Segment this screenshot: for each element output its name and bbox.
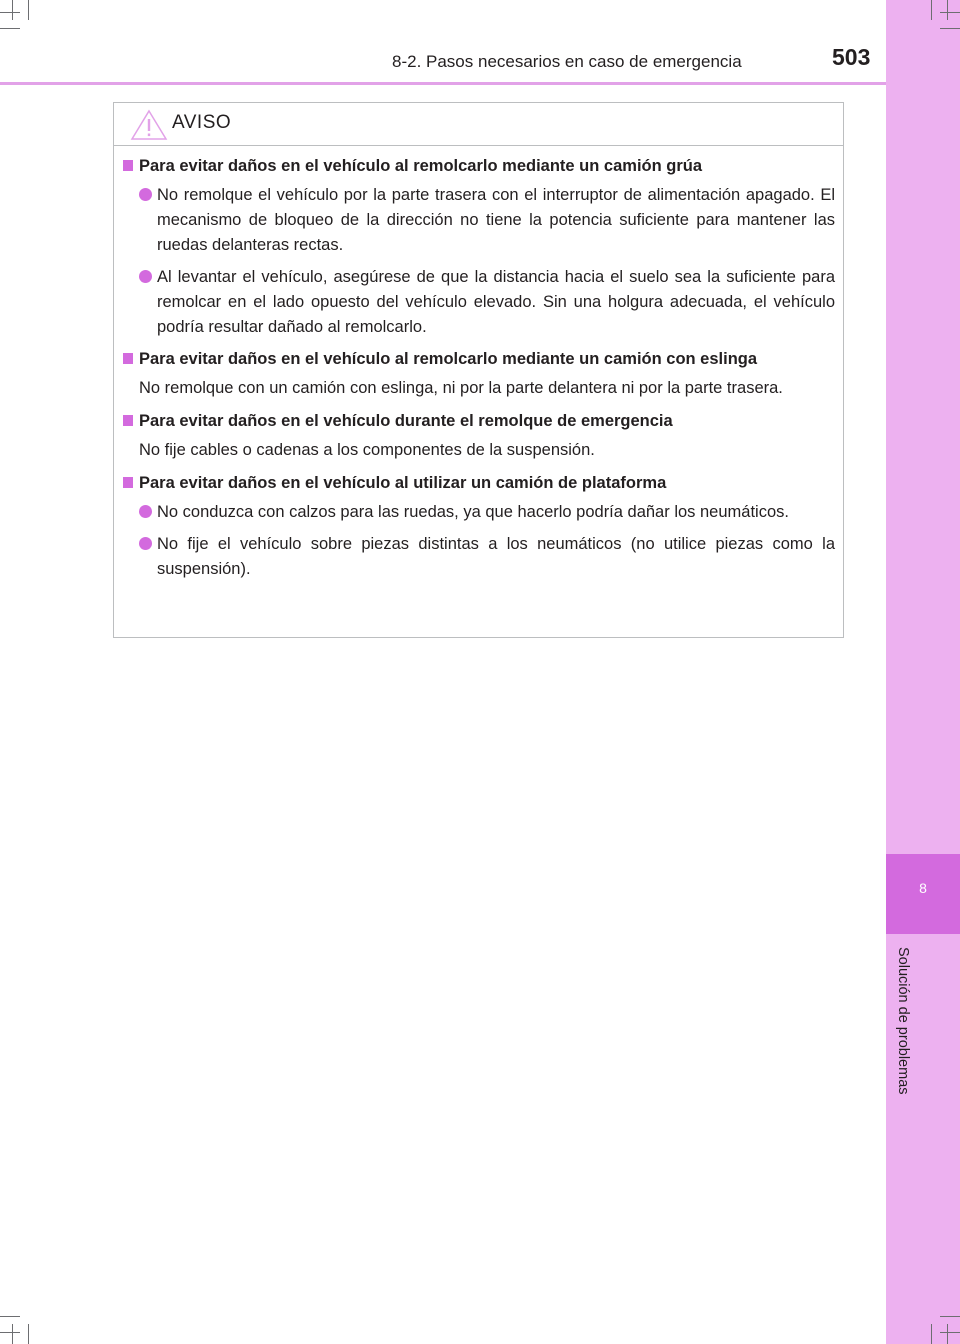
crop-mark <box>940 1332 960 1333</box>
warning-content <box>123 154 835 589</box>
square-bullet-icon <box>123 353 133 364</box>
list-item <box>123 532 835 582</box>
circle-bullet-icon <box>139 188 152 201</box>
section <box>123 347 835 401</box>
section-heading-text: Para evitar daños en el vehículo durante el remolque de emergencia <box>139 412 673 430</box>
list-item-text: No fije el vehículo sobre piezas distintas a los neumáticos (no utilice piezas como la suspensión). <box>157 535 835 578</box>
crop-mark <box>12 0 13 20</box>
section-heading <box>123 409 835 434</box>
crop-mark <box>931 0 932 20</box>
section <box>123 154 835 340</box>
list-item <box>123 265 835 340</box>
page-number: 503 <box>832 44 871 70</box>
crop-mark <box>0 1332 20 1333</box>
crop-mark <box>931 1324 932 1344</box>
warning-label: AVISO <box>172 112 232 133</box>
list-item-text: No conduzca con calzos para las ruedas, ya que hacerlo podría dañar los neumáticos. <box>157 503 789 521</box>
chapter-number: 8 <box>919 880 927 896</box>
list-item <box>123 183 835 258</box>
section-heading-text: Para evitar daños en el vehículo al utilizar un camión de plataforma <box>139 474 667 492</box>
header-rule <box>0 82 886 85</box>
section-text: No fije cables o cadenas a los componentes de la suspensión. <box>139 441 595 459</box>
crop-mark <box>940 28 960 29</box>
warning-header <box>114 103 843 146</box>
section-heading <box>123 471 835 496</box>
side-tab <box>886 0 960 1344</box>
list-item-text: Al levantar el vehículo, asegúrese de que la distancia hacia el suelo sea la suficiente para remolcar en el lado opuesto del vehículo elevado. Sin una holgura adecuada, el vehículo podría resultar dañado al remolcarlo. <box>157 268 835 336</box>
circle-bullet-icon <box>139 505 152 518</box>
square-bullet-icon <box>123 477 133 488</box>
list-item <box>123 500 835 525</box>
square-bullet-icon <box>123 415 133 426</box>
crop-mark <box>947 0 948 20</box>
warning-triangle-icon <box>130 109 168 141</box>
section <box>123 471 835 582</box>
circle-bullet-icon <box>139 537 152 550</box>
crop-mark <box>28 1324 29 1344</box>
section-heading-text: Para evitar daños en el vehículo al remolcarlo mediante un camión grúa <box>139 157 703 175</box>
header-title: 8-2. Pasos necesarios en caso de emergencia <box>392 52 742 71</box>
crop-mark <box>940 1316 960 1317</box>
chapter-label: Solución de problemas <box>895 947 911 1095</box>
crop-mark <box>0 28 20 29</box>
section-heading <box>123 347 835 372</box>
square-bullet-icon <box>123 160 133 171</box>
crop-mark <box>947 1324 948 1344</box>
crop-mark <box>0 1316 20 1317</box>
crop-mark <box>28 0 29 20</box>
circle-bullet-icon <box>139 270 152 283</box>
crop-mark <box>940 12 960 13</box>
section-heading-text: Para evitar daños en el vehículo al remolcarlo mediante un camión con eslinga <box>139 350 758 368</box>
section <box>123 409 835 463</box>
list-item-text: No remolque el vehículo por la parte trasera con el interruptor de alimentación apagado. El mecanismo de bloqueo de la dirección no tiene la potencia suficiente para mantener las ruedas delanteras rectas. <box>157 186 835 254</box>
section-heading <box>123 154 835 179</box>
crop-mark <box>12 1324 13 1344</box>
section-text: No remolque con un camión con eslinga, ni por la parte delantera ni por la parte trasera. <box>139 379 783 397</box>
crop-mark <box>0 12 20 13</box>
